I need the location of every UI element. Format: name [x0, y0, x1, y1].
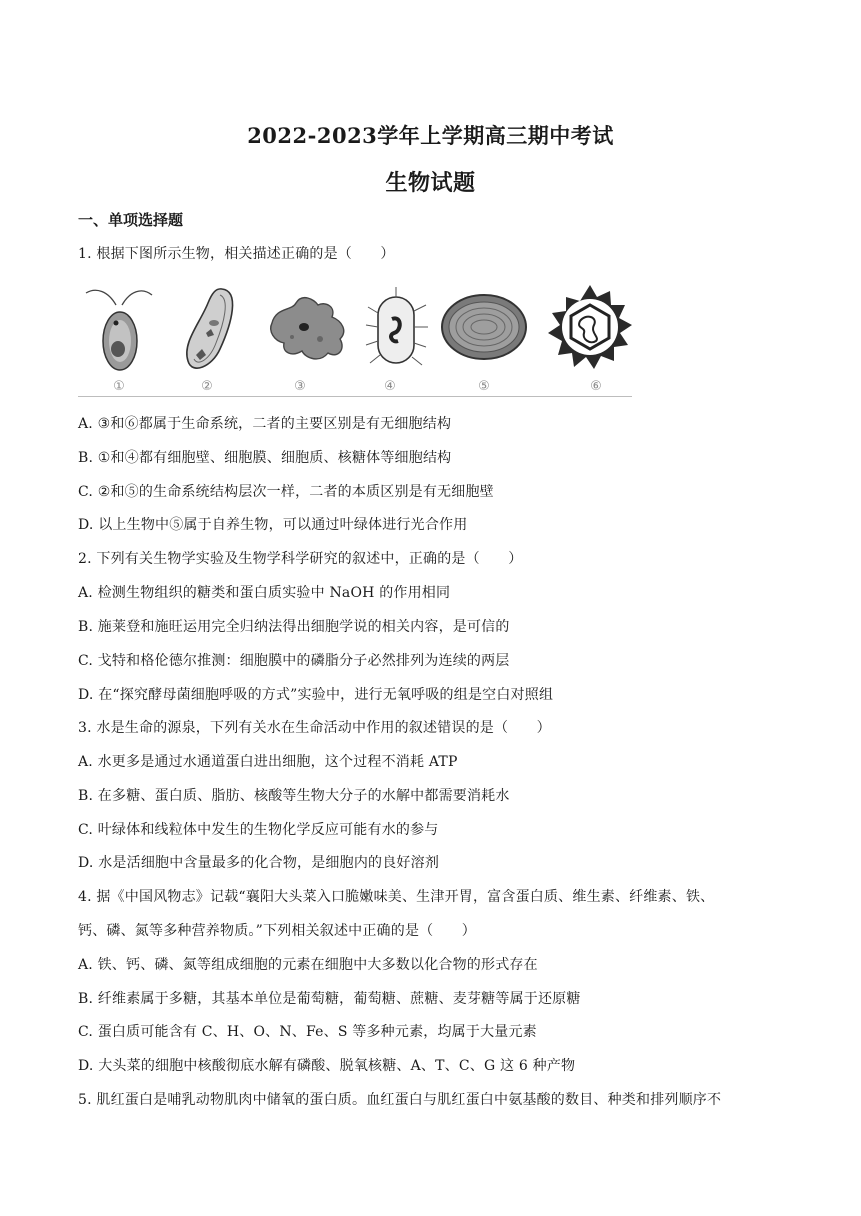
question-2-option-c: C. 戈特和格伦德尔推测：细胞膜中的磷脂分子必然排列为连续的两层 — [78, 653, 510, 669]
question-4-stem-line-2: 钙、磷、氮等多种营养物质。”下列相关叙述中正确的是（ ） — [78, 923, 476, 939]
section-heading: 一、单项选择题 — [78, 211, 184, 229]
question-2-stem: 2. 下列有关生物学实验及生物学科学研究的叙述中，正确的是（ ） — [78, 551, 523, 567]
question-4-stem-line-1: 4. 据《中国风物志》记载“襄阳大头菜入口脆嫩味美、生津开胃，富含蛋白质、维生素、纤维素、铁、 — [78, 889, 715, 905]
question-3-stem: 3. 水是生命的源泉，下列有关水在生命活动中作用的叙述错误的是（ ） — [78, 720, 551, 736]
question-1-option-d: D. 以上生物中⑤属于自养生物，可以通过叶绿体进行光合作用 — [78, 517, 468, 533]
euglena-icon — [78, 283, 174, 375]
question-4-option-b: B. 纤维素属于多糖，其基本单位是葡萄糖，葡萄糖、蔗糖、麦芽糖等属于还原糖 — [78, 991, 581, 1007]
question-1-stem: 1. 根据下图所示生物，相关描述正确的是（ ） — [78, 246, 395, 262]
figure-label-6: ⑥ — [590, 379, 602, 394]
question-3-option-c: C. 叶绿体和线粒体中发生的生物化学反应可能有水的参与 — [78, 822, 439, 838]
question-1-option-a: A. ③和⑥都属于生命系统，二者的主要区别是有无细胞结构 — [78, 416, 452, 432]
figure-label-3: ③ — [294, 379, 306, 394]
figure-label-2: ② — [201, 379, 213, 394]
paramecium-icon — [170, 283, 266, 375]
question-5-stem: 5. 肌红蛋白是哺乳动物肌肉中储氧的蛋白质。血红蛋白与肌红蛋白中氨基酸的数目、种类和排列顺序不 — [78, 1092, 722, 1108]
figure-label-4: ④ — [384, 379, 396, 394]
question-2-option-d: D. 在“探究酵母菌细胞呼吸的方式”实验中，进行无氧呼吸的组是空白对照组 — [78, 687, 554, 703]
question-4-option-d: D. 大头菜的细胞中核酸彻底水解有磷酸、脱氧核糖、A、T、C、G 这 6 种产物 — [78, 1058, 576, 1074]
exam-title: 2022-2023学年上学期高三期中考试 — [247, 123, 614, 148]
question-3-option-b: B. 在多糖、蛋白质、脂肪、核酸等生物大分子的水解中都需要消耗水 — [78, 788, 510, 804]
question-1-option-b: B. ①和④都有细胞壁、细胞膜、细胞质、核糖体等细胞结构 — [78, 450, 452, 466]
question-4-option-c: C. 蛋白质可能含有 C、H、O、N、Fe、S 等多种元素，均属于大量元素 — [78, 1024, 537, 1040]
figure-baseline — [78, 396, 632, 397]
figure-label-1: ① — [113, 379, 125, 394]
cyanobacterium-icon — [436, 283, 532, 375]
virus-icon — [542, 283, 638, 375]
question-3-option-d: D. 水是活细胞中含量最多的化合物，是细胞内的良好溶剂 — [78, 855, 440, 871]
question-3-option-a: A. 水更多是通过水通道蛋白进出细胞，这个过程不消耗 ATP — [78, 754, 458, 770]
figure-label-5: ⑤ — [478, 379, 490, 394]
question-1-option-c: C. ②和⑤的生命系统结构层次一样，二者的本质区别是有无细胞壁 — [78, 484, 494, 500]
organism-figure — [78, 283, 632, 399]
exam-subtitle: 生物试题 — [385, 170, 476, 196]
question-4-option-a: A. 铁、钙、磷、氮等组成细胞的元素在细胞中大多数以化合物的形式存在 — [78, 957, 538, 973]
question-2-option-a: A. 检测生物组织的糖类和蛋白质实验中 NaOH 的作用相同 — [78, 585, 451, 601]
amoeba-icon — [262, 283, 358, 375]
question-2-option-b: B. 施莱登和施旺运用完全归纳法得出细胞学说的相关内容，是可信的 — [78, 619, 510, 635]
